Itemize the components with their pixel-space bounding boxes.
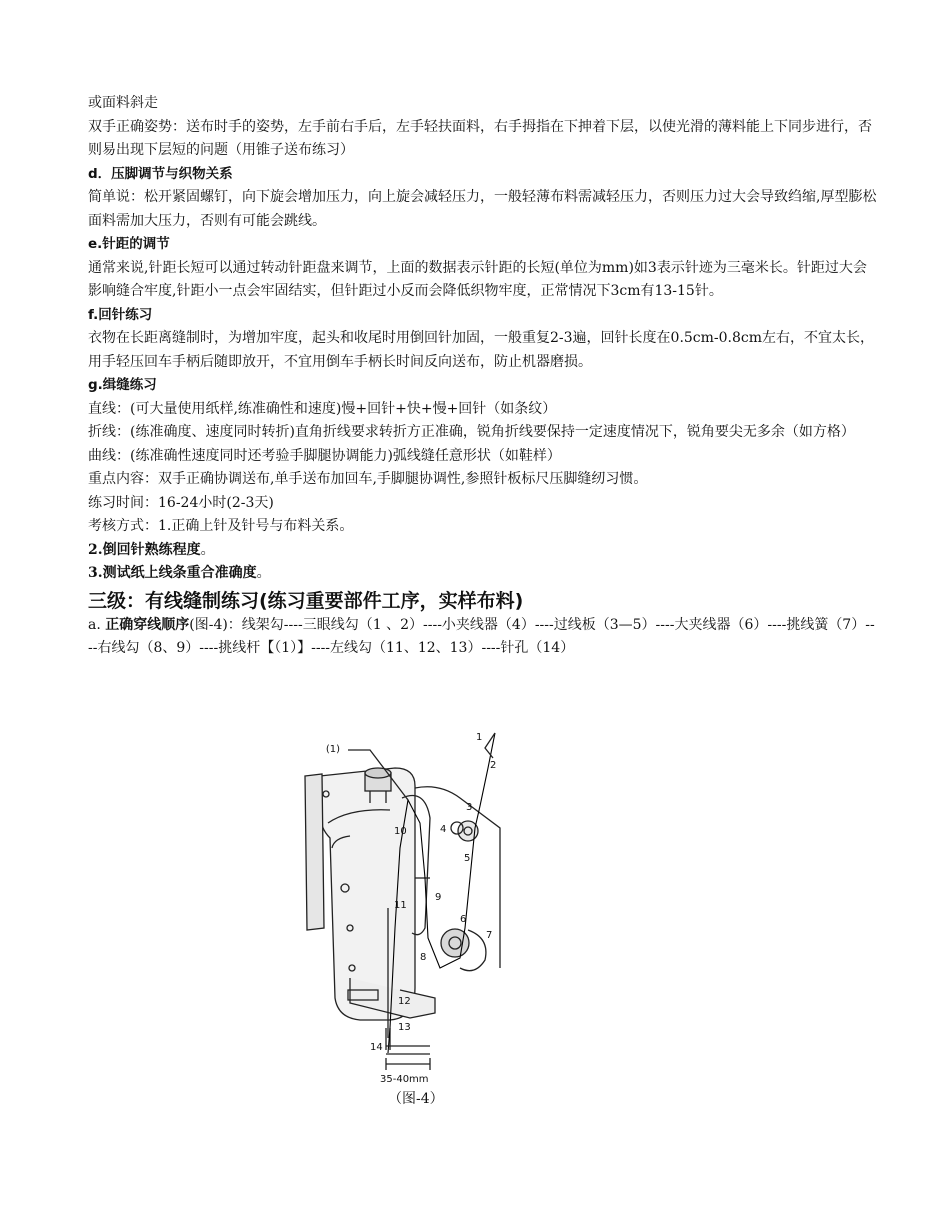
callout-label: 4 [440, 824, 447, 835]
figure-caption: （图-4） [388, 1091, 444, 1107]
callout-label: 11 [394, 900, 407, 911]
callout-label: 1 [476, 732, 483, 743]
callout-label: 12 [398, 996, 411, 1007]
bold-text: 3.测试纸上线条重合准确度 [88, 565, 257, 581]
callout-label: 3 [466, 802, 473, 813]
bold-text: 2.倒回针熟练程度 [88, 541, 201, 558]
section-heading-e: e.针距的调节 [88, 236, 170, 252]
text-line: 重点内容：双手正确协调送布,单手送布加回车,手脚腿协调性,参照针板标尺压脚缝纫习惯。 [88, 471, 648, 487]
callout-label: 8 [420, 952, 427, 963]
text-line: 练习时间：16-24小时(2-3天) [88, 494, 274, 511]
text-paragraph: 衣物在长距离缝制时，为增加牢度，起头和收尾时用倒回针加固，一般重复2-3遍，回针长度在0.5cm-0.8cm左右，不宜太长，用手轻压回车手柄后随即放开，不宜用倒车手柄长时间反向送布，防止机器磨损。 [88, 330, 875, 370]
text-span: (图-4)：线架勾----三眼线勾（1 、2）----小夹线器（4）----过线板（3—5）----大夹线器（6）----挑线簧（7）----右线勾（8、9）----挑线杆【（1）】----左线勾（11、12、13）----针孔（14） [88, 616, 875, 656]
section-heading-d: d．压脚调节与织物关系 [88, 165, 233, 182]
text-line: 考核方式：1.正确上针及针号与布料关系。 [88, 518, 354, 534]
callout-label: 6 [460, 914, 467, 925]
text-span: 。 [200, 541, 215, 558]
text-paragraph: 双手正确姿势：送布时手的姿势，左手前右手后，左手轻扶面料，右手拇指在下抻着下层，以使光滑的薄料能上下同步进行，否则易出现下层短的问题（用锥子送布练习） [88, 118, 872, 158]
text-paragraph: 折线：(练准确度、速度同时转折)直角折线要求转折方正准确，锐角折线要保持一定速度情况下，锐角要尖无多余（如方格） [88, 424, 855, 440]
callout-label: 14 [370, 1042, 383, 1053]
callout-label: 13 [398, 1022, 411, 1033]
text-paragraph: 通常来说,针距长短可以通过转动针距盘来调节，上面的数据表示针距的长短(单位为mm)如3表示针迹为三毫米长。针距过大会影响缝合牢度,针距小一点会牢固结实，但针距过小反而会降低织物牢度，正常情况下3cm有13-15针。 [88, 259, 867, 299]
callout-label: 2 [490, 760, 497, 771]
text-line: 曲线：(练准确性速度同时还考验手脚腿协调能力)弧线缝任意形状（如鞋样） [88, 447, 561, 464]
level-three-heading: 三级：有线缝制练习(练习重要部件工序，实样布料) [88, 589, 524, 612]
callout-label: 9 [435, 892, 442, 903]
callout-label: 10 [394, 826, 407, 837]
document-body [88, 92, 878, 661]
text-span: 。 [256, 565, 271, 581]
callout-label: (1) [325, 744, 340, 755]
bold-text: 正确穿线顺序 [105, 616, 190, 633]
text-line [88, 539, 878, 563]
callout-label: 7 [486, 930, 493, 941]
text-paragraph: 简单说：松开紧固螺钉，向下旋会增加压力，向上旋会减轻压力，一般轻薄布料需减轻压力，否则压力过大会导致绉缩,厚型膨松面料需加大压力，否则有可能会跳线。 [88, 189, 877, 229]
dimension-label: 35-40mm [380, 1074, 429, 1085]
text-line: 直线：(可大量使用纸样,练准确性和速度)慢+回针+快+慢+回针（如条纹） [88, 400, 557, 417]
section-heading-g: g.缉缝练习 [88, 377, 157, 393]
text-paragraph [88, 614, 878, 661]
text-span: a. [88, 616, 106, 633]
section-heading-f: f.回针练习 [88, 306, 153, 323]
sewing-machine-threading-figure [290, 728, 510, 1088]
text-line: 或面料斜走 [88, 95, 158, 111]
callout-label: 5 [464, 853, 471, 864]
text-line [88, 562, 878, 586]
sewing-machine-illustration [290, 728, 510, 1088]
